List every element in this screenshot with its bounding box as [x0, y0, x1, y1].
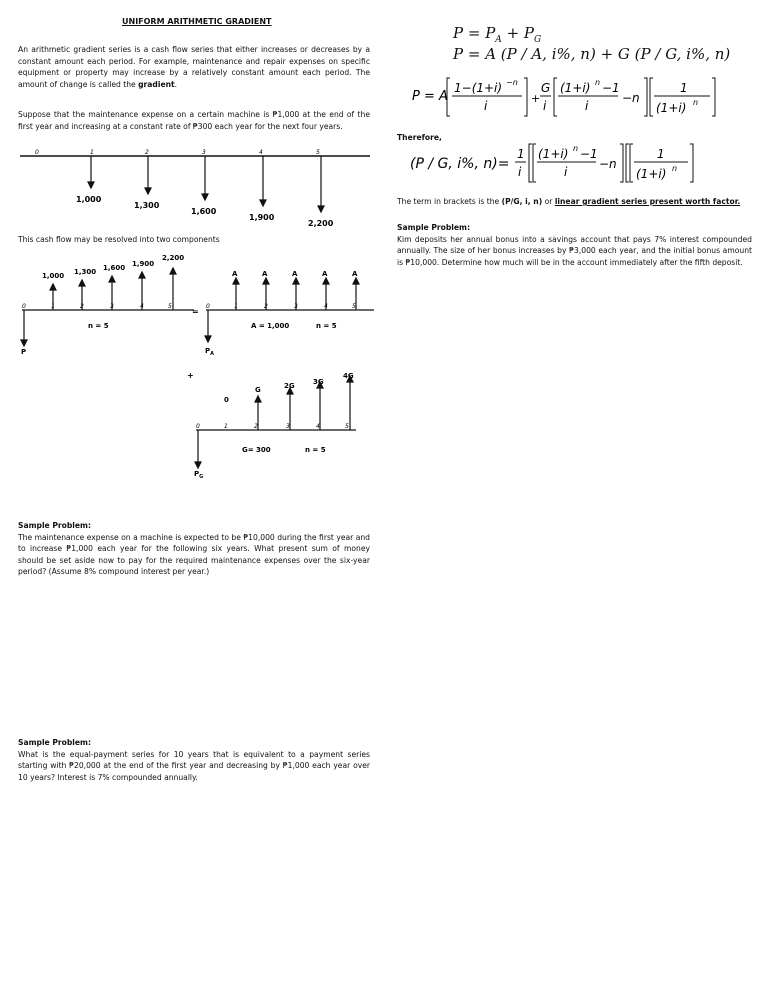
svg-text:(1+i): (1+i) [656, 101, 687, 115]
svg-text:1: 1 [680, 81, 688, 95]
svg-text:i: i [518, 165, 522, 179]
svg-text:i: i [564, 165, 568, 179]
d2-amount-1: 1,000 [42, 272, 65, 280]
sample3-text: Kim deposits her annual bonus into a savings account that pays 7% interest compounded annually. The size of her bonus increases by ₱3,000 each year, and the initial bonus amount is ₱10,000. Determine how much will be in the account immediately after the fifth deposit. [397, 234, 752, 267]
pg-label: $P_G$ [194, 470, 204, 480]
d2-amount-5: 2,200 [162, 254, 185, 262]
equation-1: $P = P_A + P_G$ [453, 24, 542, 45]
svg-text:i: i [484, 99, 488, 113]
svg-text:G: G [541, 81, 551, 95]
pa-label: $P_A$ [205, 347, 215, 357]
svg-text:(1+i): (1+i) [560, 81, 591, 95]
d2a-n-label: n = 5 [316, 322, 337, 330]
d1-tick-1: 1 [90, 149, 94, 156]
svg-text:1: 1 [657, 147, 665, 161]
d3-tick-2: 2 [254, 423, 258, 430]
d2-tick-2: 2 [80, 303, 84, 310]
svg-text:P = A: P = A [412, 89, 448, 104]
diagram1-ticks [35, 149, 320, 156]
sample1-title: Sample Problem: [18, 521, 92, 530]
a-label-5: A [352, 270, 358, 278]
g-amount-4: 4G [343, 372, 354, 380]
svg-text:−1: −1 [580, 147, 598, 161]
section-title: UNIFORM ARITHMETIC GRADIENT [122, 17, 272, 26]
intro-end: . [174, 79, 178, 89]
d2-amount-2: 1,300 [74, 268, 97, 276]
d2a-tick-1: 1 [234, 303, 238, 310]
d1-amount-5: 2,200 [308, 219, 334, 228]
d2-tick-5: 5 [168, 303, 172, 310]
sample1-text: The maintenance expense on a machine is expected to be ₱10,000 during the first year and to increase ₱1,000 each year for the following six years. What present sum of money should be set aside now to pay for the required maintenance expenses over the six-year period? (Assume 8% compound interest per year.) [18, 532, 370, 576]
sample3-block [397, 222, 752, 268]
d2-tick-0: 0 [22, 303, 26, 310]
d2a-tick-2: 2 [264, 303, 268, 310]
d3-n-label: n = 5 [305, 446, 326, 454]
svg-text:n: n [595, 78, 601, 87]
intro-bold-term: gradient [138, 79, 175, 89]
intro-paragraph [18, 44, 370, 90]
d3-tick-0: 0 [196, 423, 200, 430]
svg-text:(1+i): (1+i) [636, 167, 667, 181]
svg-text:(1+i): (1+i) [538, 147, 569, 161]
a-value-label: A = 1,000 [251, 322, 290, 330]
a-label-1: A [232, 270, 238, 278]
d2-tick-3: 3 [110, 303, 114, 310]
sample2-block [18, 737, 370, 783]
d3-tick-1: 1 [224, 423, 228, 430]
d3-tick-5: 5 [345, 423, 349, 430]
svg-text:i: i [585, 99, 589, 113]
a-label-4: A [322, 270, 328, 278]
d1-amount-3: 1,600 [191, 207, 217, 216]
svg-text:n: n [693, 98, 699, 107]
equals-sign: = [192, 307, 199, 316]
d2-amount-3: 1,600 [103, 264, 126, 272]
equation-4 [410, 138, 700, 188]
sample3-title: Sample Problem: [397, 223, 471, 232]
svg-text:1−(1+i): 1−(1+i) [454, 81, 503, 95]
sample2-title: Sample Problem: [18, 738, 92, 747]
d2a-tick-0: 0 [206, 303, 210, 310]
d2a-tick-5: 5 [352, 303, 356, 310]
d1-tick-5: 5 [316, 149, 320, 156]
g-amount-2: 2G [284, 382, 295, 390]
equation-3 [410, 72, 720, 122]
d1-tick-4: 4 [259, 149, 263, 156]
sample1-block [18, 520, 370, 578]
svg-text:−n: −n [506, 78, 518, 87]
svg-text:−n: −n [599, 157, 617, 171]
plus-sign: + [187, 371, 194, 380]
svg-text:−1: −1 [602, 81, 620, 95]
d1-tick-3: 3 [202, 149, 206, 156]
d1-amount-1: 1,000 [76, 195, 102, 204]
d3-tick-4: 4 [316, 423, 320, 430]
resolve-text: This cash flow may be resolved into two components [18, 235, 220, 244]
svg-text:n: n [573, 144, 579, 153]
a-label-2: A [262, 270, 268, 278]
equation-2: P = A (P / A, i%, n) + G (P / G, i%, n) [453, 45, 731, 63]
d2-n-label: n = 5 [88, 322, 109, 330]
g-amount-3: 3G [313, 378, 324, 386]
d1-tick-0: 0 [35, 149, 39, 156]
a-label-3: A [292, 270, 298, 278]
d2-p-label: P [21, 348, 27, 356]
sample2-text: What is the equal-payment series for 10 years that is equivalent to a payment series starting with ₱20,000 at the end of the first year and decreasing by ₱1,000 each year over 10 years? Interest is 7% compounded annually. [18, 749, 370, 782]
cash-flow-diagram-1 [18, 146, 373, 232]
svg-text:(P / G, i%, n)=: (P / G, i%, n)= [410, 156, 510, 172]
g-amount-0: 0 [224, 396, 229, 404]
cash-flow-diagram-3 [180, 366, 380, 484]
svg-text:−n: −n [622, 91, 640, 105]
factor-name-link: linear gradient series present worth factor. [554, 197, 741, 206]
d2a-tick-3: 3 [294, 303, 298, 310]
d1-amount-4: 1,900 [249, 213, 275, 222]
intro-text: An arithmetic gradient series is a cash flow series that either increases or decreases by a constant amount each period. For example, maintenance and repair expenses on specific equipment or property may increase by a relatively constant amount each period. The amount of change is called the [18, 45, 370, 89]
svg-text:n: n [672, 164, 678, 173]
svg-text:i: i [543, 99, 547, 113]
d1-amount-2: 1,300 [134, 201, 160, 210]
d2-amount-4: 1,900 [132, 260, 155, 268]
d2-tick-4: 4 [140, 303, 144, 310]
cash-flow-diagram-2 [18, 250, 378, 362]
g-value-label: G= 300 [242, 446, 271, 454]
g-amount-1: G [255, 386, 261, 394]
d2-tick-1: 1 [51, 303, 55, 310]
svg-text:1: 1 [517, 147, 525, 161]
svg-text:+: + [531, 92, 541, 105]
factor-description: The term in brackets is the (P/G, i, n) or linear gradient series present worth factor. [397, 197, 741, 206]
d2a-tick-4: 4 [324, 303, 328, 310]
d3-tick-3: 3 [286, 423, 290, 430]
example-paragraph: Suppose that the maintenance expense on a certain machine is ₱1,000 at the end of the first year and increasing at a constant rate of ₱300 each year for the next four years. [18, 110, 370, 131]
d1-tick-2: 2 [145, 149, 149, 156]
therefore-label: Therefore, [397, 133, 442, 142]
